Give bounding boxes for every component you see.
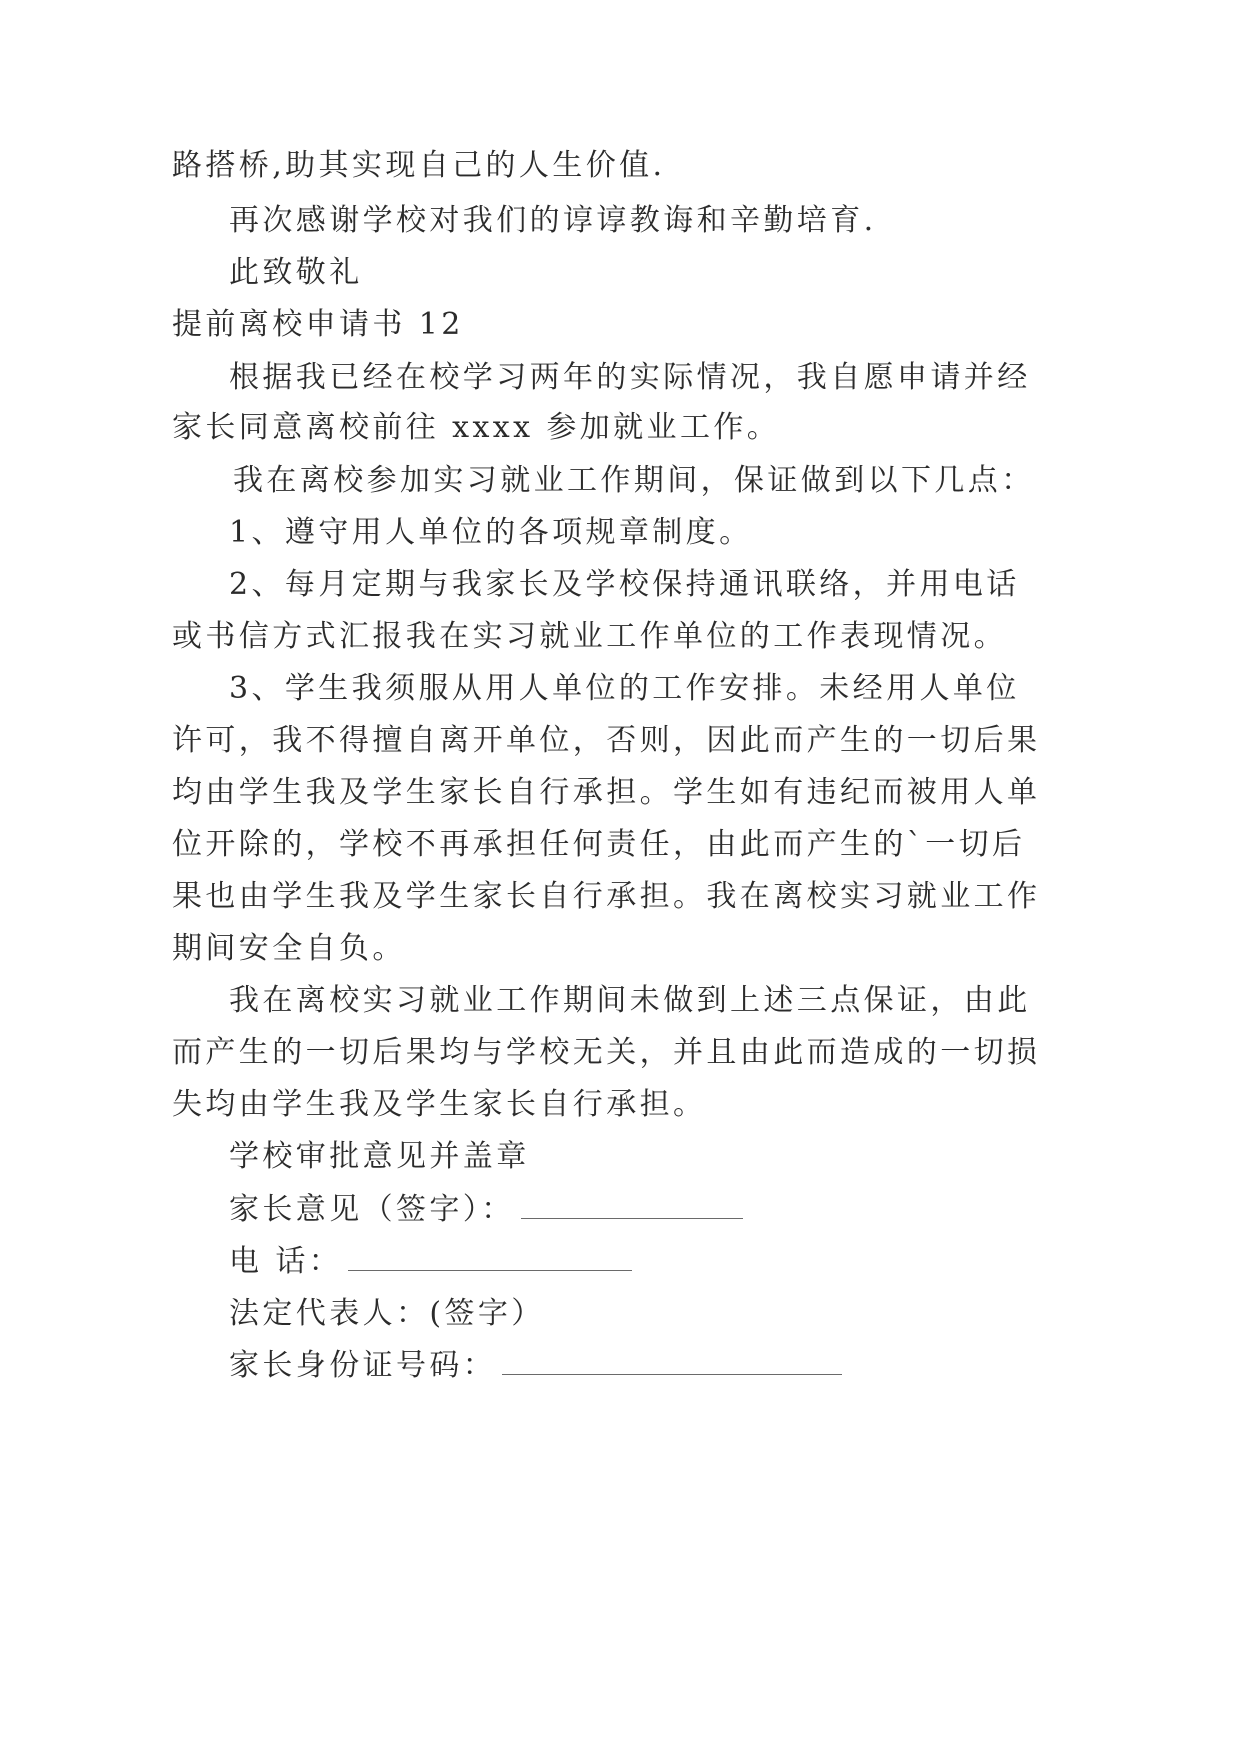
paragraph-1-line-1: 根据我已经在校学习两年的实际情况，我自愿申请并经 [229, 360, 1031, 395]
closing-salutation: 此致敬礼 [229, 255, 363, 290]
parent-id-line [502, 1348, 842, 1375]
section-title: 提前离校申请书 12 [172, 307, 464, 342]
legal-rep-row [229, 1294, 545, 1334]
phone-label: 电 话： [229, 1244, 343, 1279]
legal-rep-label: 法定代表人：(签字） [229, 1296, 545, 1331]
phone-line [348, 1244, 632, 1271]
list-item-1: 1、遵守用人单位的各项规章制度。 [229, 515, 753, 550]
text-line-2: 再次感谢学校对我们的谆谆教诲和辛勤培育. [229, 203, 877, 238]
parent-opinion-row [229, 1190, 743, 1230]
parent-id-label: 家长身份证号码： [229, 1348, 497, 1383]
paragraph-2-line-1: 我在离校参加实习就业工作期间，保证做到以下几点： [233, 463, 1035, 498]
school-approval-label: 学校审批意见并盖章 [229, 1139, 530, 1174]
paragraph-3-line-3: 失均由学生我及学生家长自行承担。 [172, 1087, 707, 1122]
paragraph-1-line-2: 家长同意离校前往 xxxx 参加就业工作。 [172, 410, 781, 445]
list-item-2-line-1: 2、每月定期与我家长及学校保持通讯联络，并用电话 [229, 567, 1020, 602]
parent-id-row [229, 1346, 842, 1386]
list-item-3-line-3: 均由学生我及学生家长自行承担。学生如有违纪而被用人单 [172, 775, 1041, 810]
parent-signature-line [521, 1192, 743, 1219]
list-item-3-line-6: 期间安全自负。 [172, 931, 406, 966]
list-item-2-line-2: 或书信方式汇报我在实习就业工作单位的工作表现情况。 [172, 619, 1007, 654]
list-item-3-line-4: 位开除的，学校不再承担任何责任，由此而产生的`一切后 [172, 827, 1026, 862]
paragraph-3-line-2: 而产生的一切后果均与学校无关，并且由此而造成的一切损 [172, 1035, 1041, 1070]
parent-opinion-label: 家长意见（签字）： [229, 1192, 515, 1227]
list-item-3-line-2: 许可，我不得擅自离开单位，否则，因此而产生的一切后果 [172, 723, 1041, 758]
text-line-1: 路搭桥,助其实现自己的人生价值. [172, 148, 666, 183]
list-item-3-line-1: 3、学生我须服从用人单位的工作安排。未经用人单位 [229, 671, 1020, 706]
phone-row [229, 1242, 632, 1282]
list-item-3-line-5: 果也由学生我及学生家长自行承担。我在离校实习就业工作 [172, 879, 1041, 914]
paragraph-3-line-1: 我在离校实习就业工作期间未做到上述三点保证，由此 [229, 983, 1031, 1018]
